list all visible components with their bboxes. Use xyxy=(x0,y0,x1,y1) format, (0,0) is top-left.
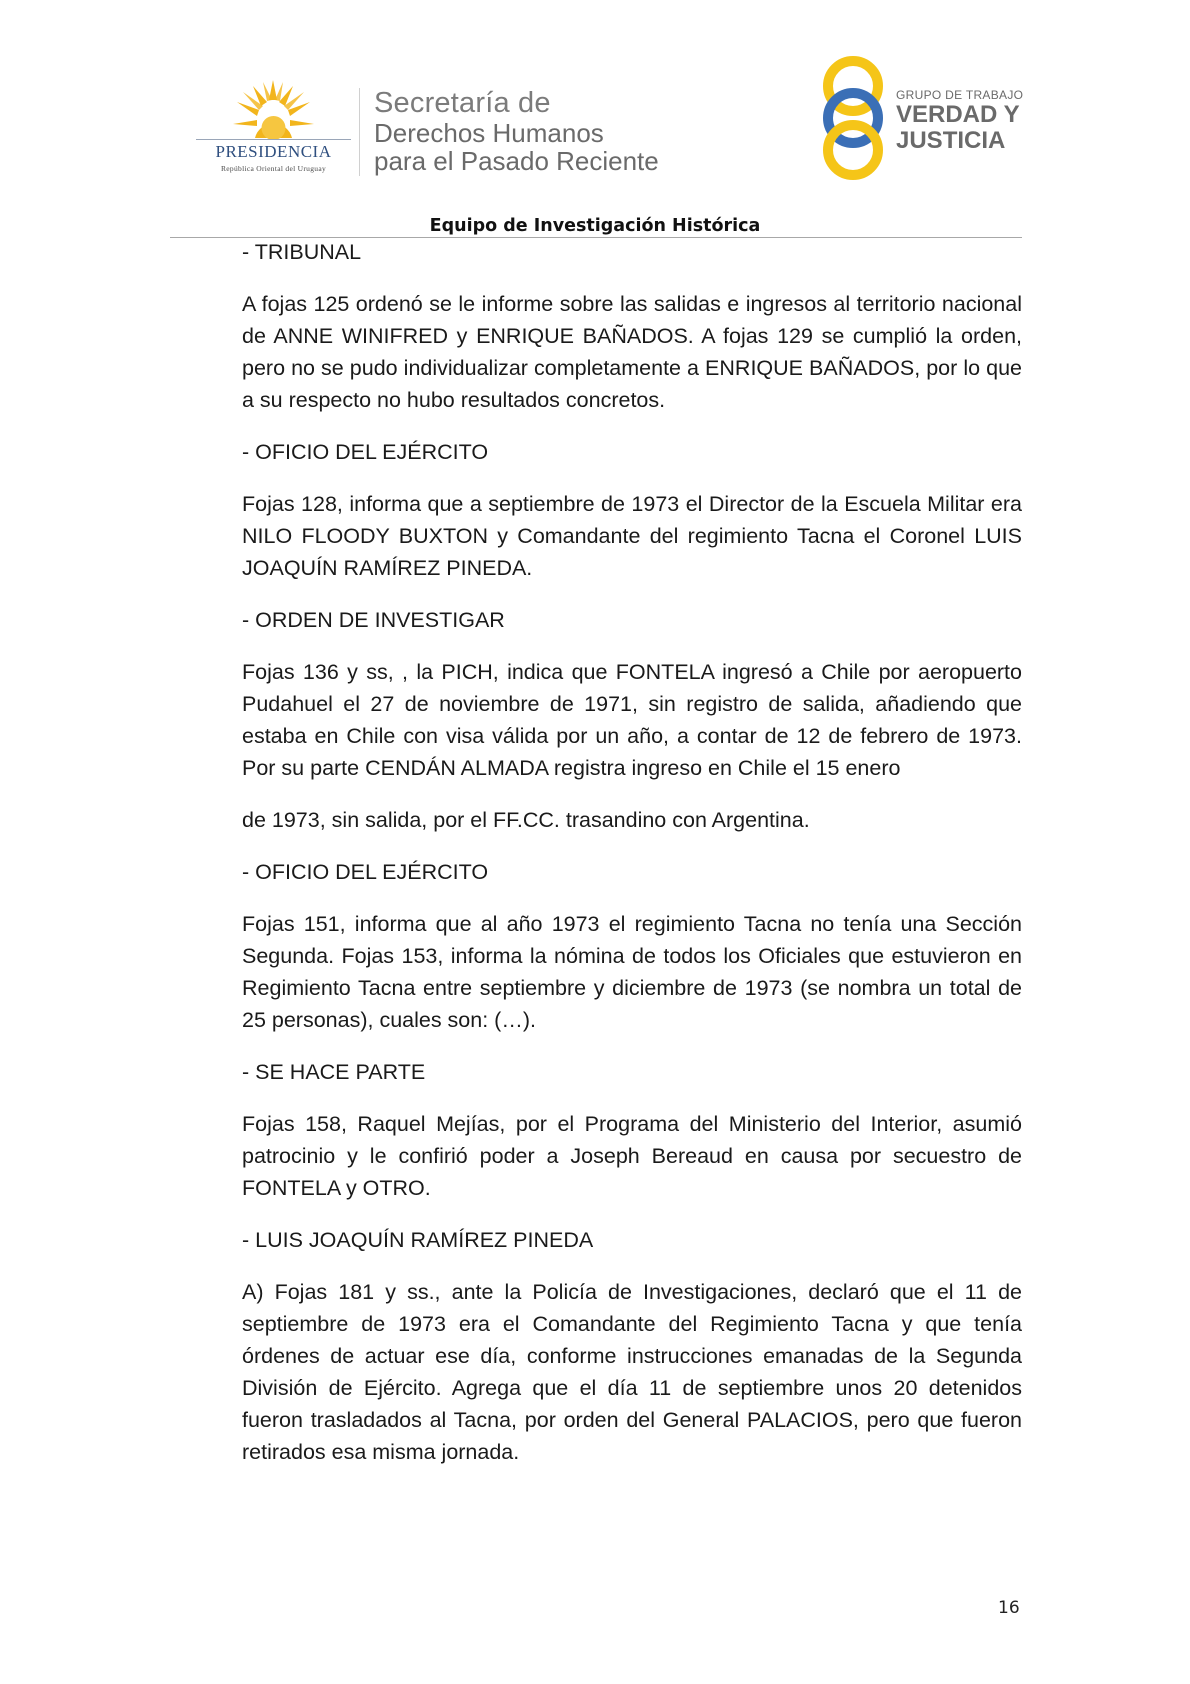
section-paragraph: Fojas 128, informa que a septiembre de 1973 el Director de la Escuela Militar era NILO FLOODY BUXTON y Comandante del regimiento Tacna el Coronel LUIS JOAQUÍN RAMÍREZ PINEDA. xyxy=(242,492,1022,580)
section-heading: - OFICIO DEL EJÉRCITO xyxy=(242,860,489,884)
grupo-big-line-2: JUSTICIA xyxy=(896,127,1006,154)
presidencia-subtitle: República Oriental del Uruguay xyxy=(220,164,326,173)
secretaria-logo-text xyxy=(374,88,659,175)
secretaria-line-3: para el Pasado Reciente xyxy=(374,146,659,176)
page-number: 16 xyxy=(998,1598,1020,1618)
section-paragraph: Fojas 151, informa que al año 1973 el regimiento Tacna no tenía una Sección Segunda. Fojas 153, informa la nómina de todos los Oficiales que estuvieron en Regimiento Tacna entre septiembre y diciembre de 1973 (se nombra un total de 25 personas), cuales son: (…). xyxy=(242,912,1022,1032)
section-heading: - TRIBUNAL xyxy=(242,240,362,264)
page-header xyxy=(0,0,1190,240)
presidencia-name: PRESIDENCIA xyxy=(215,142,332,161)
section-paragraph: A fojas 125 ordenó se le informe sobre las salidas e ingresos al territorio nacional de ANNE WINIFRED y ENRIQUE BAÑADOS. A fojas 129 se cumplió la orden, pero no se pudo individualizar completamente a ENRIQUE BAÑADOS, por lo que a su respecto no hubo resultados concretos. xyxy=(242,292,1022,412)
secretaria-line-1: Secretaría de xyxy=(374,87,551,119)
section-heading: - OFICIO DEL EJÉRCITO xyxy=(242,440,489,464)
presidencia-logo xyxy=(196,78,351,178)
verdad-justicia-logo xyxy=(818,56,1028,180)
grupo-big-line-1: VERDAD Y xyxy=(896,101,1020,128)
section-heading: - SE HACE PARTE xyxy=(242,1060,426,1084)
section-heading: - LUIS JOAQUÍN RAMÍREZ PINEDA xyxy=(242,1228,594,1252)
grupo-small-label: GRUPO DE TRABAJO xyxy=(896,88,1024,102)
interlocked-rings-icon xyxy=(818,56,888,180)
section-paragraph: A) Fojas 181 y ss., ante la Policía de Investigaciones, declaró que el 11 de septiembre de 1973 era el Comandante del Regimiento Tacna y que tenía órdenes de actuar ese día, conforme instrucciones emanadas de la Segunda División de Ejército. Agrega que el día 11 de septiembre unos 20 detenidos fueron trasladados al Tacna, por orden del General PALACIOS, pero que fueron retirados esa misma jornada. xyxy=(242,1280,1022,1464)
presidencia-rule xyxy=(196,139,351,140)
header-divider xyxy=(359,88,360,176)
sun-of-may-icon xyxy=(231,78,316,140)
team-title: Equipo de Investigación Histórica xyxy=(429,216,761,236)
section-paragraph: Fojas 136 y ss, , la PICH, indica que FONTELA ingresó a Chile por aeropuerto Pudahuel el 27 de noviembre de 1971, sin registro de salida, añadiendo que estaba en Chile con visa válida por un año, a contar de 12 de febrero de 1973. Por su parte CENDÁN ALMADA registra ingreso en Chile el 15 enero xyxy=(242,660,1022,780)
section-paragraph: de 1973, sin salida, por el FF.CC. trasandino con Argentina. xyxy=(242,808,810,832)
section-paragraph: Fojas 158, Raquel Mejías, por el Programa del Ministerio del Interior, asumió patrocinio y le confirió poder a Joseph Bereaud en causa por secuestro de FONTELA y OTRO. xyxy=(242,1112,1022,1200)
section-heading: - ORDEN DE INVESTIGAR xyxy=(242,608,505,632)
document-body xyxy=(242,236,1022,1468)
secretaria-line-2: Derechos Humanos xyxy=(374,118,604,148)
